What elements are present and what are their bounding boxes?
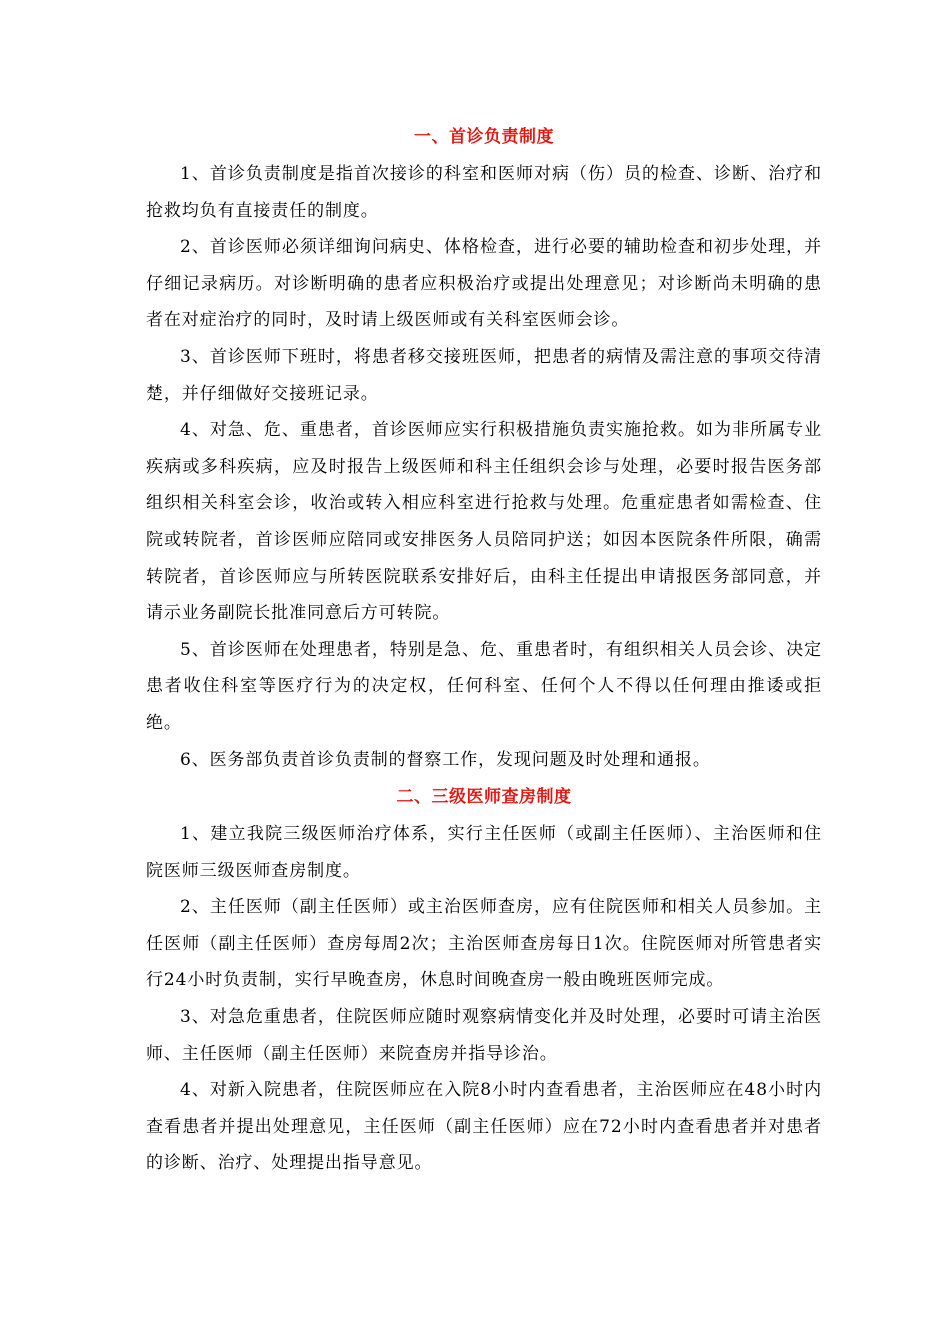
paragraph-2-3: 3、对急危重患者，住院医师应随时观察病情变化并及时处理，必要时可请主治医师、主任医师（副主任医师）来院查房并指导诊治。	[146, 1007, 822, 1064]
paragraph-1-3: 3、首诊医师下班时，将患者移交接班医师，把患者的病情及需注意的事项交待清楚，并仔细做好交接班记录。	[146, 346, 822, 404]
paragraph-2-4: 4、对新入院患者，住院医师应在入院8小时内查看患者，主治医师应在48小时内查看患者并提出处理意见，主任医师（副主任医师）应在72小时内查看患者并对患者的诊断、治疗、处理提出指导意见。	[146, 1080, 822, 1174]
paragraph-1-5: 5、首诊医师在处理患者，特别是急、危、重患者时，有组织相关人员会诊、决定患者收住科室等医疗行为的决定权，任何科室、任何个人不得以任何理由推诿或拒绝。	[146, 639, 822, 733]
document-page	[146, 118, 822, 1182]
paragraph-1-2: 2、首诊医师必须详细询问病史、体格检查，进行必要的辅助检查和初步处理，并仔细记录病历。对诊断明确的患者应积极治疗或提出处理意见；对诊断尚未明确的患者在对症治疗的同时，及时请上级医师或有关科室医师会诊。	[146, 237, 822, 331]
paragraph-2-1: 1、建立我院三级医师治疗体系，实行主任医师（或副主任医师）、主治医师和住院医师三级医师查房制度。	[146, 824, 822, 881]
section-heading-first-visit: 一、首诊负责制度	[414, 127, 554, 147]
paragraph-1-4: 4、对急、危、重患者，首诊医师应实行积极措施负责实施抢救。如为非所属专业疾病或多科疾病，应及时报告上级医师和科主任组织会诊与处理，必要时报告医务部组织相关科室会诊，收治或转入相应科室进行抢救与处理。危重症患者如需检查、住院或转院者，首诊医师应陪同或安排医务人员陪同护送；如因本医院条件所限，确需转院者，首诊医师应与所转医院联系安排好后，由科主任提出申请报医务部同意，并请示业务副院长批准同意后方可转院。	[146, 420, 822, 624]
paragraph-2-2: 2、主任医师（副主任医师）或主治医师查房，应有住院医师和相关人员参加。主任医师（副主任医师）查房每周2次；主治医师查房每日1次。住院医师对所管患者实行24小时负责制，实行早晚查房，休息时间晚查房一般由晚班医师完成。	[146, 897, 822, 991]
paragraph-1-6: 6、医务部负责首诊负责制的督察工作，发现问题及时处理和通报。	[180, 749, 711, 770]
paragraph-1-1: 1、首诊负责制度是指首次接诊的科室和医师对病（伤）员的检查、诊断、治疗和抢救均负有直接责任的制度。	[146, 164, 822, 221]
section-heading-ward-rounds: 二、三级医师查房制度	[396, 787, 572, 808]
